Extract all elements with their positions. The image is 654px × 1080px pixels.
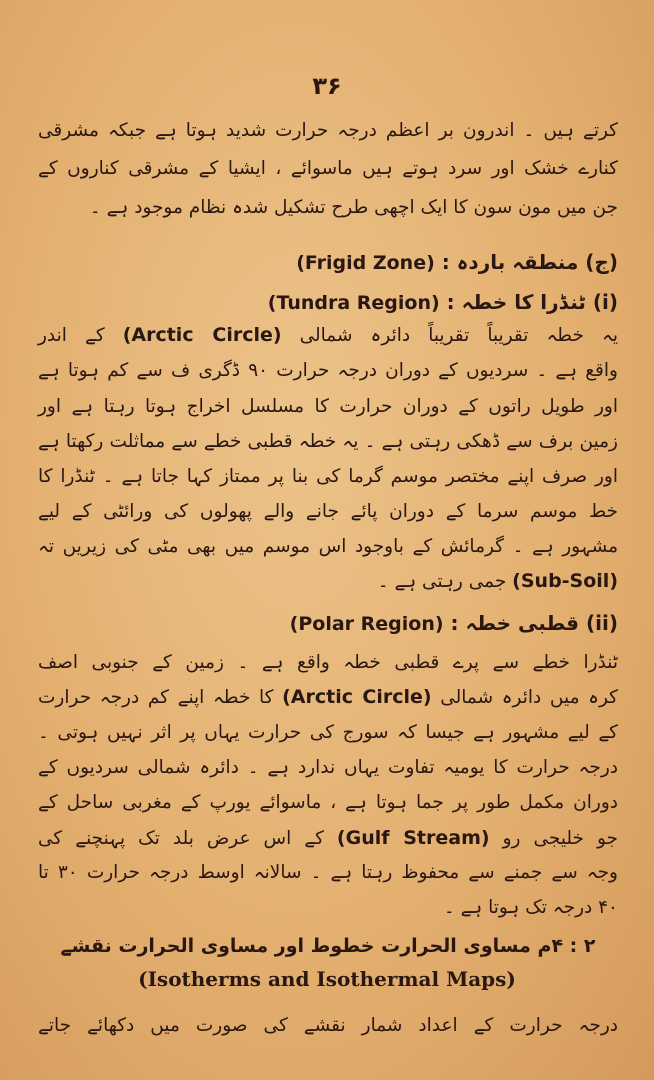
text-line: جن میں مون سون کا ایک اچھی طرح تشکیل شدہ نظام موجود ہے ۔: [89, 197, 618, 218]
heading-tundra-region: [38, 290, 618, 314]
heading-polar-prefix: (ii) قطبی خطہ :: [450, 611, 618, 635]
text-line: ۴۰ درجہ تک ہوتا ہے ۔: [443, 897, 618, 918]
heading-polar-region: [38, 611, 618, 635]
text-line: کنارے خشک اور سرد ہوتے ہیں ماسوائے ، ایشیا کے مشرقی کناروں کے: [38, 158, 618, 179]
text-line: [38, 829, 618, 849]
arctic-circle-term: (Arctic Circle): [282, 686, 432, 708]
text-line: [38, 326, 618, 346]
text-line: درجہ حرارت کے اعداد شمار نقشے کی صورت میں دکھائے جاتے: [38, 1015, 618, 1036]
text-fragment: جمی رہتی ہے ۔: [377, 571, 507, 592]
text-line: اور طویل راتوں کے دوران حرارت کا مسلسل اخراج ہوتا رہتا ہے اور: [38, 396, 618, 417]
text-fragment: جو خلیجی رو: [502, 828, 618, 849]
text-fragment: کے اندر: [38, 325, 105, 346]
section-heading-english: (Isotherms and Isothermal Maps): [138, 967, 516, 991]
text-line: ٹنڈرا خطے سے پرے قطبی خطہ واقع ہے ۔ زمین کے جنوبی اصف: [38, 652, 618, 673]
text-fragment: یہ خطہ تقریباً تقریباً دائرہ شمالی: [299, 325, 618, 346]
heading-tundra-english: (Tundra Region): [267, 292, 440, 314]
text-line: زمین برف سے ڈھکی رہتی ہے ۔ یہ خطہ قطبی خطے سے مماثلت رکھتا ہے: [38, 431, 618, 452]
text-line: [38, 688, 618, 708]
heading-frigid-english: (Frigid Zone): [296, 252, 435, 274]
text-line: کے لیے مشہور ہے جیسا کہ سورج کی حرارت یہاں پر اثر نہیں ہوتی ۔: [38, 722, 618, 743]
heading-frigid-prefix: (ج) منطقہ باردہ :: [441, 250, 618, 274]
text-line: [38, 572, 618, 592]
text-line: واقع ہے ۔ سردیوں کے دوران درجہ حرارت ۹۰ ڈگری ف سے کم ہوتا ہے: [38, 360, 618, 381]
text-line: خط موسم سرما کے دوران پائے جانے والے پھولوں کی ورائٹی کے لیے: [38, 501, 618, 522]
gulf-stream-term: (Gulf Stream): [336, 827, 490, 849]
text-line: اور صرف اپنے مختصر موسم گرما کی بنا پر ممتاز کہا جاتا ہے ۔ ٹنڈرا کا: [38, 466, 618, 487]
text-line: دوران مکمل طور پر جما ہوتا ہے ، ماسوائے یورپ کے مغربی ساحل کے: [38, 792, 618, 813]
heading-frigid-zone: [38, 250, 618, 274]
section-heading: ۲ : ۴م مساوی الحرارت خطوط اور مساوی الحرارت نقشے: [60, 935, 596, 957]
arctic-circle-term: (Arctic Circle): [122, 324, 282, 346]
page-number: ۳۶: [312, 72, 342, 100]
sub-soil-term: (Sub-Soil): [512, 570, 618, 592]
text-fragment: کرہ میں دائرہ شمالی: [440, 687, 618, 708]
text-line: وجہ سے جمنے سے محفوظ رہتا ہے ۔ سالانہ اوسط درجہ حرارت ۳۰ تا: [38, 862, 618, 883]
text-fragment: کا خطہ اپنے کم درجہ حرارت: [38, 687, 274, 708]
text-line: کرتے ہیں ۔ اندرون بر اعظم درجہ حرارت شدید ہوتا ہے جبکہ مشرقی: [38, 120, 618, 141]
heading-polar-english: (Polar Region): [289, 613, 444, 635]
text-line: مشہور ہے ۔ گرمائش کے باوجود اس موسم میں بھی مٹی کی زیریں تہ: [38, 536, 618, 557]
text-fragment: کے اس عرض بلد تک پہنچنے کی: [38, 828, 324, 849]
text-line: درجہ حرارت کا یومیہ تفاوت یہاں ندارد ہے ۔ دائرہ شمالی سردیوں کے: [38, 757, 618, 778]
heading-tundra-prefix: (i) ٹنڈرا کا خطہ :: [446, 290, 618, 314]
